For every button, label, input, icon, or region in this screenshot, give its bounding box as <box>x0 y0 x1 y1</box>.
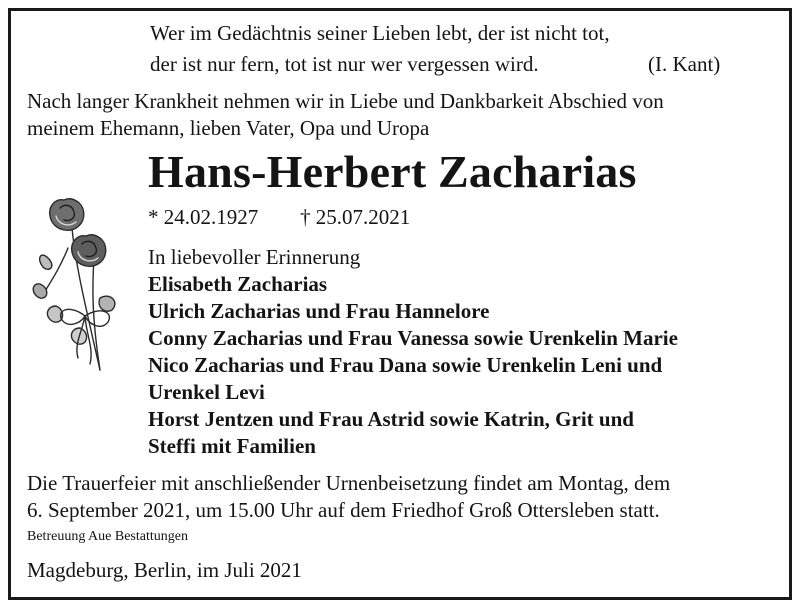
quote-author: (I. Kant) <box>648 52 721 76</box>
mourner-line: Steffi mit Familien <box>148 434 316 458</box>
mourner-line: Urenkel Levi <box>148 380 265 404</box>
quote-line-1: Wer im Gedächtnis seiner Lieben lebt, der ist nicht tot, <box>150 21 610 45</box>
deceased-name: Hans-Herbert Zacharias <box>148 146 637 197</box>
mourner-line: Conny Zacharias und Frau Vanessa sowie Urenkelin Marie <box>148 326 678 350</box>
intro-line-1: Nach langer Krankheit nehmen wir in Liebe und Dankbarkeit Abschied von <box>27 89 664 113</box>
mourner-line: Ulrich Zacharias und Frau Hannelore <box>148 299 490 323</box>
death-date: † 25.07.2021 <box>300 205 411 229</box>
rose-illustration-icon <box>30 188 120 378</box>
funeral-line-1: Die Trauerfeier mit anschließender Urnenbeisetzung findet am Montag, dem <box>27 471 671 495</box>
quote-line-2: der ist nur fern, tot ist nur wer vergessen wird. <box>150 52 539 76</box>
mourner-line: Horst Jentzen und Frau Astrid sowie Katrin, Grit und <box>148 407 634 431</box>
mourner-line: Elisabeth Zacharias <box>148 272 328 296</box>
place-date: Magdeburg, Berlin, im Juli 2021 <box>27 558 302 582</box>
funeral-line-2: 6. September 2021, um 15.00 Uhr auf dem Friedhof Groß Ottersleben statt. <box>27 498 660 522</box>
birth-date: * 24.02.1927 <box>148 205 259 229</box>
mourners-intro: In liebevoller Erinnerung <box>148 245 361 269</box>
undertaker-note: Betreuung Aue Bestattungen <box>27 529 188 544</box>
mourner-line: Nico Zacharias und Frau Dana sowie Urenkelin Leni und <box>148 353 663 377</box>
intro-line-2: meinem Ehemann, lieben Vater, Opa und Uropa <box>27 116 430 140</box>
